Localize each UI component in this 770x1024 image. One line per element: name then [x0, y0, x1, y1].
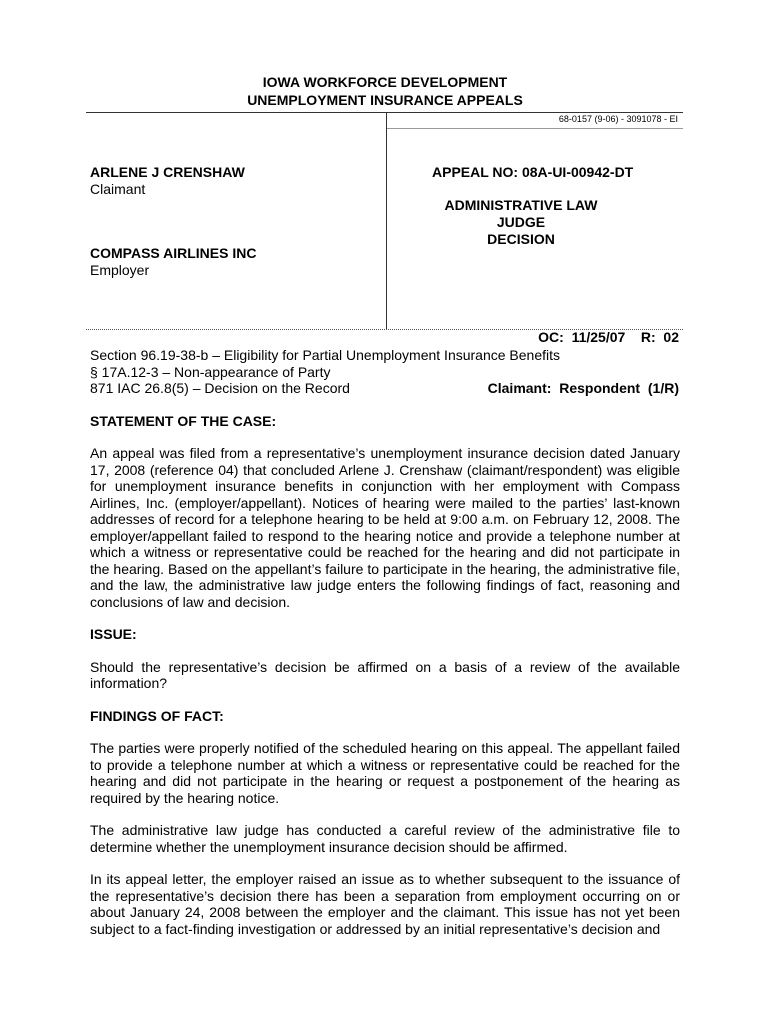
issue-paragraph: Should the representative’s decision be affirmed on a basis of a review of the available information?	[90, 658, 680, 691]
statement-paragraph: An appeal was filed from a representative’s unemployment insurance decision dated January 17, 2008 (reference 04) that concluded Arlene J. Crenshaw (claimant/respondent) was eligible for unemployment insurance benefits in conjunction with her employment with Compass Airlines, Inc. (employer/appellant). Notices of hearing were mailed to the parties’ last-known addresses of record for a telephone hearing to be held at 9:00 a.m. on February 12, 2008. The employer/appellant failed to respond to the hearing notice and provide a telephone number at which a witness or representative could be reached for the hearing and did not participate in the hearing. Based on the appellant’s failure to participate in the hearing, the administrative file, and the law, the administrative law judge enters the following findings of fact, reasoning and conclusions of law and decision.	[90, 445, 680, 610]
employer-block	[90, 245, 256, 279]
findings-paragraph: In its appeal letter, the employer raised an issue as to whether subsequent to the issuance of the representative’s decision there has been a separation from employment occurring on or about January 24, 2008 between the employer and the claimant. This issue has not yet been subject to a fact-finding investigation or addressed by an initial representative’s decision and	[90, 871, 680, 937]
claimant-name: ARLENE J CRENSHAW	[90, 164, 245, 180]
oc-date-line: OC: 11/25/07 R: 02	[538, 329, 679, 345]
statement-heading: STATEMENT OF THE CASE:	[90, 412, 277, 429]
caption-bottom-divider	[86, 329, 683, 330]
claimant-role: Claimant	[90, 181, 146, 197]
appeal-number: APPEAL NO: 08A-UI-00942-DT	[432, 164, 634, 180]
form-code: 68-0157 (9-06) - 3091078 - EI	[558, 114, 678, 124]
decision-title-line2: DECISION	[487, 231, 555, 247]
employer-name: COMPASS AIRLINES INC	[90, 245, 257, 261]
decision-title	[432, 197, 610, 248]
cited-section: Section 96.19-38-b – Eligibility for Partial Unemployment Insurance Benefits	[90, 347, 561, 363]
agency-title: IOWA WORKFORCE DEVELOPMENT	[262, 74, 508, 90]
decision-body	[90, 347, 680, 937]
decision-title-line1: ADMINISTRATIVE LAW JUDGE	[444, 197, 598, 230]
findings-paragraph: The administrative law judge has conducted a careful review of the administrative file to determine whether the unemployment insurance decision should be affirmed.	[90, 822, 680, 855]
caption-vertical-divider	[386, 113, 387, 329]
findings-heading: FINDINGS OF FACT:	[90, 707, 224, 724]
cited-section: 871 IAC 26.8(5) – Decision on the Record	[90, 380, 350, 396]
cited-section: § 17A.12-3 – Non-appearance of Party	[90, 363, 331, 380]
employer-role: Employer	[90, 262, 150, 278]
findings-paragraph: The parties were properly notified of the scheduled hearing on this appeal. The appellant failed to provide a telephone number at which a witness or representative could be reached for the hearing and did not participate in the hearing or request a postponement of the hearing as required by the hearing notice.	[90, 740, 680, 806]
claimant-status: Claimant: Respondent (1/R)	[487, 380, 679, 396]
claimant-block	[90, 164, 245, 198]
division-title: UNEMPLOYMENT INSURANCE APPEALS	[247, 92, 523, 108]
issue-heading: ISSUE:	[90, 626, 137, 642]
cited-sections	[90, 347, 680, 397]
form-code-divider	[386, 128, 683, 129]
